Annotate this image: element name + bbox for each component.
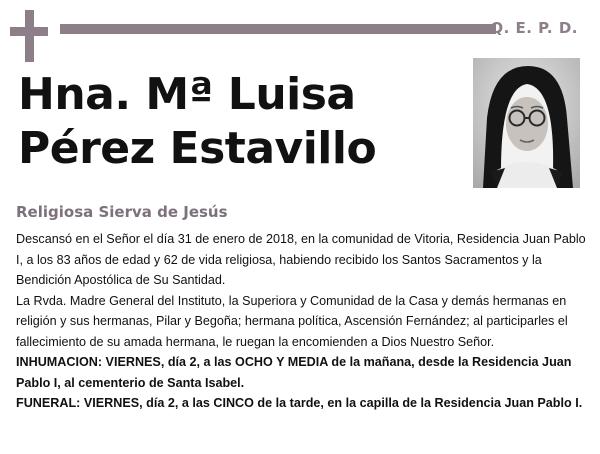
name-line-2: Pérez Estavillo: [18, 123, 377, 174]
paragraph-family: La Rvda. Madre General del Instituto, la Superiora y Comunidad de la Casa y demás hermanas en religión y sus hermanas, Pilar y Begoña; hermana política, Ascensión Fernández; al participarles el fallecimiento de su amada hermana, le ruegan la encomienden a Dios Nuestro Señor.: [16, 293, 568, 349]
cross-icon: [10, 10, 48, 62]
name-line-1: Hna. Mª Luisa: [18, 69, 356, 120]
deceased-name: [18, 68, 376, 176]
subtitle: Religiosa Sierva de Jesús: [16, 203, 228, 221]
notice-funeral: FUNERAL: VIERNES, día 2, a las CINCO de la tarde, en la capilla de la Residencia Juan Pablo I.: [16, 396, 583, 410]
header-rule: [60, 24, 496, 34]
qepd-label: Q. E. P. D.: [490, 19, 578, 37]
portrait-photo: [473, 58, 580, 188]
paragraph-death-notice: Descansó en el Señor el día 31 de enero de 2018, en la comunidad de Vitoria, Residencia Juan Pablo I, a los 83 años de edad y 62 de vida religiosa, habiendo recibido los Santos Sacramentos y la Bendición Apostólica de Su Santidad.: [16, 232, 586, 287]
obituary-text: [16, 229, 588, 414]
notice-burial: INHUMACION: VIERNES, día 2, a las OCHO Y MEDIA de la mañana, desde la Residencia Juan Pablo I, al cementerio de Santa Isabel.: [16, 355, 572, 390]
